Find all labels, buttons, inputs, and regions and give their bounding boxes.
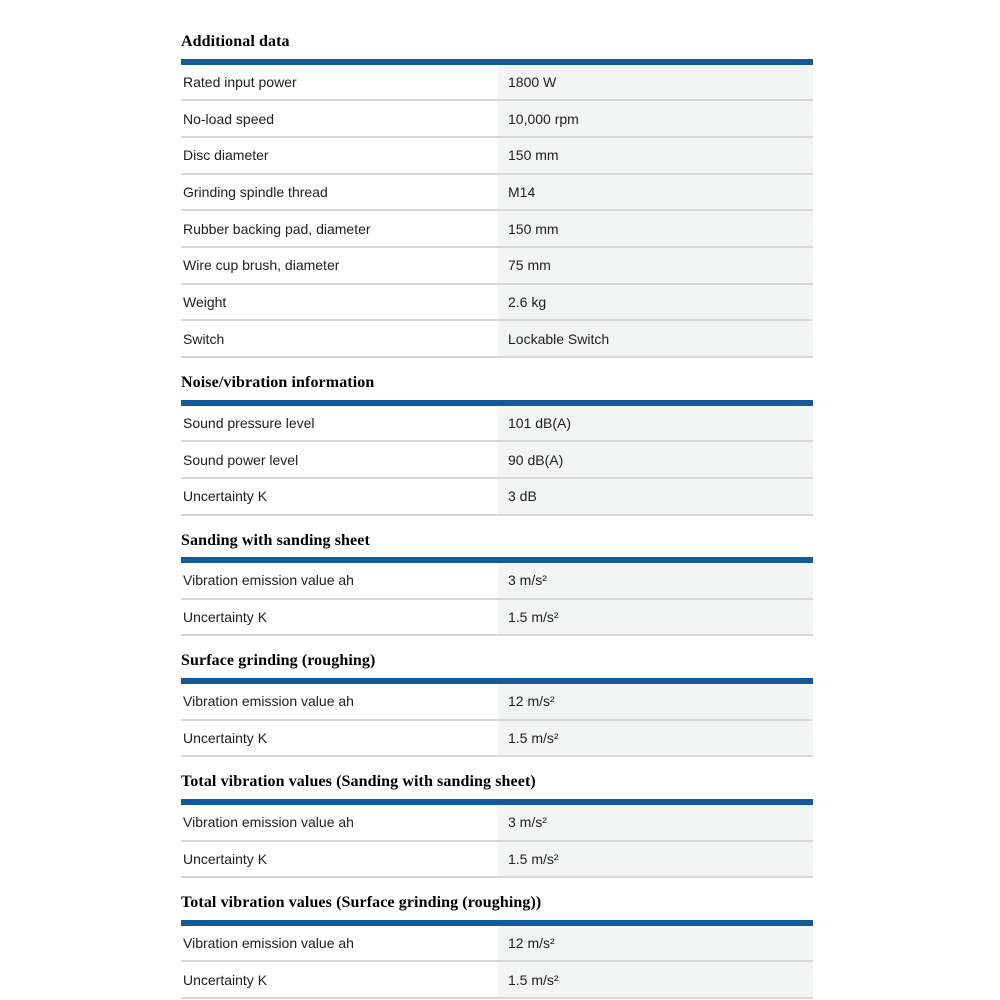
- spec-section: [181, 32, 813, 358]
- spec-section: [181, 772, 813, 878]
- section-rows: [181, 563, 813, 636]
- spec-label: Disc diameter: [181, 138, 498, 173]
- spec-label: Weight: [181, 285, 498, 320]
- section-heading: Noise/vibration information: [181, 374, 375, 391]
- table-row: [181, 211, 813, 248]
- section-rows: [181, 65, 813, 359]
- spec-section: [181, 373, 813, 516]
- spec-value: 1800 W: [498, 65, 813, 100]
- spec-label: Rubber backing pad, diameter: [181, 211, 498, 246]
- table-row: [181, 842, 813, 879]
- table-row: [181, 600, 813, 637]
- spec-label: Vibration emission value ah: [181, 684, 498, 719]
- spec-label: Vibration emission value ah: [181, 563, 498, 598]
- table-row: [181, 926, 813, 963]
- spec-value: 90 dB(A): [498, 442, 813, 477]
- spec-label: Wire cup brush, diameter: [181, 248, 498, 283]
- spec-value: 1.5 m/s²: [498, 842, 813, 877]
- spec-label: Uncertainty K: [181, 962, 498, 997]
- spec-label: Uncertainty K: [181, 479, 498, 514]
- spec-label: Uncertainty K: [181, 842, 498, 877]
- spec-section: [181, 531, 813, 637]
- table-row: [181, 684, 813, 721]
- spec-label: Sound pressure level: [181, 406, 498, 441]
- table-row: [181, 248, 813, 285]
- table-row: [181, 805, 813, 842]
- table-row: [181, 563, 813, 600]
- spec-value: 75 mm: [498, 248, 813, 283]
- spec-value: 1.5 m/s²: [498, 600, 813, 635]
- spec-value: 1.5 m/s²: [498, 962, 813, 997]
- table-row: [181, 321, 813, 358]
- spec-label: Rated input power: [181, 65, 498, 100]
- section-rows: [181, 805, 813, 878]
- table-row: [181, 962, 813, 999]
- table-row: [181, 65, 813, 102]
- table-row: [181, 175, 813, 212]
- spec-value: 12 m/s²: [498, 926, 813, 961]
- section-rows: [181, 406, 813, 516]
- spec-value: 150 mm: [498, 211, 813, 246]
- spec-value: 3 dB: [498, 479, 813, 514]
- spec-value: 101 dB(A): [498, 406, 813, 441]
- spec-value: 150 mm: [498, 138, 813, 173]
- table-row: [181, 285, 813, 322]
- specification-table: [181, 0, 813, 999]
- section-rows: [181, 926, 813, 999]
- spec-value: 12 m/s²: [498, 684, 813, 719]
- spec-label: Uncertainty K: [181, 721, 498, 756]
- spec-label: Switch: [181, 321, 498, 356]
- table-row: [181, 138, 813, 175]
- table-row: [181, 479, 813, 516]
- section-heading: Sanding with sanding sheet: [181, 531, 370, 549]
- spec-value: 3 m/s²: [498, 805, 813, 840]
- section-heading: Total vibration values (Surface grinding (roughing)): [181, 894, 542, 912]
- section-heading: Surface grinding (roughing): [181, 652, 376, 670]
- spec-section: [181, 893, 813, 999]
- spec-section: [181, 651, 813, 757]
- spec-label: Vibration emission value ah: [181, 926, 498, 961]
- spec-label: No-load speed: [181, 101, 498, 136]
- table-row: [181, 406, 813, 443]
- spec-value: 2.6 kg: [498, 285, 813, 320]
- section-heading: Additional data: [181, 33, 290, 50]
- section-heading: Total vibration values (Sanding with sanding sheet): [181, 773, 536, 791]
- spec-value: 1.5 m/s²: [498, 721, 813, 756]
- spec-value: 3 m/s²: [498, 563, 813, 598]
- spec-label: Uncertainty K: [181, 600, 498, 635]
- spec-value: Lockable Switch: [498, 321, 813, 356]
- spec-value: M14: [498, 175, 813, 210]
- table-row: [181, 721, 813, 758]
- section-rows: [181, 684, 813, 757]
- spec-label: Vibration emission value ah: [181, 805, 498, 840]
- spec-value: 10,000 rpm: [498, 101, 813, 136]
- spec-label: Grinding spindle thread: [181, 175, 498, 210]
- spec-label: Sound power level: [181, 442, 498, 477]
- table-row: [181, 442, 813, 479]
- table-row: [181, 101, 813, 138]
